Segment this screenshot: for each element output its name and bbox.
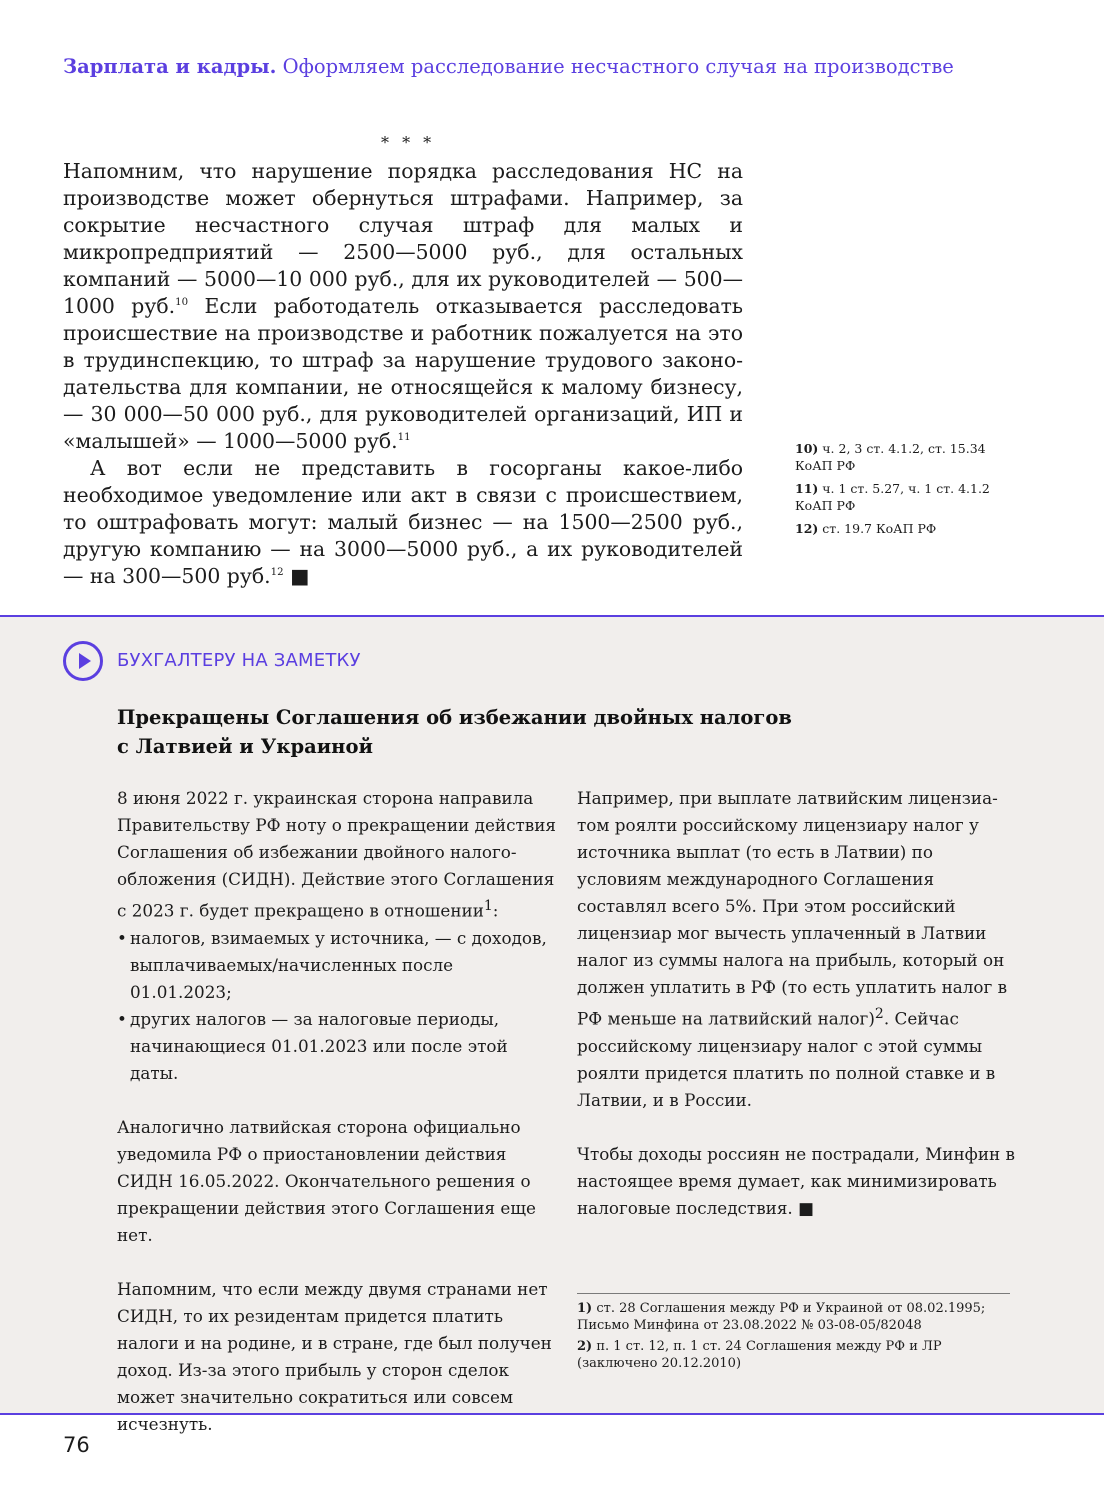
article-paragraph: Напомним, что нарушение порядка расследования НС на производстве может обернуться штрафами. Например, за сокрытие несчастного случая штраф для малых и микропредприятий — 2500—5000 руб., для остальных компаний — 5000—10 000 руб., для их руководителей — 500—1000 руб.$^{10}$ Если работодатель отказывается расследовать происшествие на производстве и работник пожалуется на это в трудинспекцию, то штраф за нарушение трудового законодательства для компании, не относящейся к малому бизнесу, — 30 000—50 000 руб., для руководителей организаций, ИП и «малышей» — 1000—5000 руб.$^{11}$ bbox=[63, 159, 744, 453]
footnote: 1) ст. 28 Соглашения между РФ и Украиной от 08.02.1995; Письмо Минфина от 23.08.2022 № 03-08-05/82048 bbox=[577, 1301, 986, 1333]
footnote: 12) ст. 19.7 КоАП РФ bbox=[795, 521, 937, 536]
list-item: • налогов, взимаемых у источника, — с доходов, выплачиваемых/начисленных после 01.01.2023; bbox=[117, 925, 557, 1006]
sidebar-paragraph: 8 июня 2022 г. украинская сторона направила Правительству РФ ноту о прекращении действия Соглашения об избежании двойного налогообложения (СИДН). Действие этого Соглашения с 2023 г. будет прекращено в отношении$^1$: bbox=[117, 788, 557, 921]
list-item: • других налогов — за налоговые периоды, начинающиеся 01.01.2023 или после этой даты. bbox=[117, 1006, 557, 1087]
sidebar-column-right bbox=[577, 785, 1017, 1222]
footnote: 11) ч. 1 ст. 5.27, ч. 1 ст. 4.1.2 КоАП РФ bbox=[795, 481, 990, 513]
end-mark: ■ bbox=[798, 1197, 814, 1218]
sidebar-footnotes bbox=[577, 1300, 1017, 1376]
header-section: Зарплата и кадры. bbox=[63, 55, 277, 78]
sidebar-paragraph: Аналогично латвийская сторона официально уведомила РФ о приостановлении действия СИДН 16.05.2022. Окончательного решения о прекращении действия этого Соглашения еще нет. bbox=[117, 1116, 536, 1245]
article-body bbox=[63, 158, 743, 590]
sidebar-paragraph: Чтобы доходы россиян не пострадали, Минфин в настоящее время думает, как минимизировать налоговые последствия. ■ bbox=[577, 1143, 1015, 1218]
bullet-list bbox=[117, 925, 557, 1087]
header-title: Оформляем расследование несчастного случая на производстве bbox=[282, 55, 954, 78]
footnote: 10) ч. 2, 3 ст. 4.1.2, ст. 15.34 КоАП РФ bbox=[795, 441, 986, 473]
footnote-ref: 10 bbox=[175, 297, 189, 309]
footnote-ref: 11 bbox=[397, 432, 411, 444]
sidebar-paragraph: Напомним, что если между двумя странами нет СИДН, то их резидентам придется платить налоги и на родине, и в стране, где был получен доход. Из-за этого прибыль у сторон сделок может значительно сократиться или совсем исчезнуть. bbox=[117, 1278, 552, 1434]
play-icon bbox=[63, 641, 103, 681]
footnote-ref: 2 bbox=[874, 1006, 884, 1022]
footnote: 2) п. 1 ст. 12, п. 1 ст. 24 Соглашения между РФ и ЛР (заключено 20.12.2010) bbox=[577, 1339, 942, 1371]
section-separator: * * * bbox=[381, 133, 436, 152]
sidebar-paragraph: Например, при выплате латвийским лицензиатом роялти российскому лицензиару налог у источника выплат (то есть в Латвии) по условиям международного Соглашения составлял всего 5%. При этом российский лицензиар мог вычесть уплаченный в Латвии налог из суммы налога на прибыль, который он должен уплатить в РФ (то есть уплатить налог в РФ меньше на латвийский налог)$^2$. Сейчас российскому лицензиару налог с этой суммы роялти придется платить по полной ставке и в Латвии, и в России. bbox=[577, 788, 1008, 1110]
running-header bbox=[63, 55, 954, 78]
page-number: 76 bbox=[63, 1433, 90, 1457]
sidebar-rubric: БУХГАЛТЕРУ НА ЗАМЕТКУ bbox=[117, 650, 361, 671]
article-paragraph: А вот если не представить в госорганы какое-либо необходимое уведомление или акт в связи с происшествием, то оштрафовать могут: малый бизнес — на 1500—2500 руб., другую компанию — на 3000—5000 руб., а их руководителей — на 300—500 руб.$^{12}$ ■ bbox=[63, 456, 743, 588]
footnote-ref: 1 bbox=[483, 898, 493, 914]
sidebar-column-left bbox=[117, 785, 557, 1438]
footnote-ref: 12 bbox=[270, 567, 284, 579]
sidebar-title: Прекращены Соглашения об избежании двойных налогов с Латвией и Украиной bbox=[117, 706, 792, 758]
margin-footnotes bbox=[795, 440, 1005, 543]
footnote-divider bbox=[577, 1293, 1010, 1294]
end-mark: ■ bbox=[290, 564, 310, 588]
